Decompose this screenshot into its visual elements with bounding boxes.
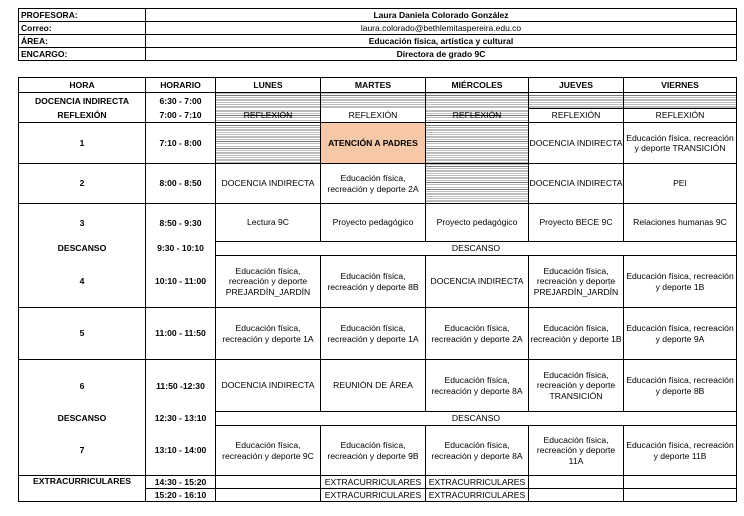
cell-viernes-extra-2	[624, 489, 737, 502]
cell-lunes-1	[216, 123, 321, 164]
cell-jueves-extra-2	[529, 489, 624, 502]
row-2	[19, 164, 737, 204]
horario-1: 7:10 - 8:00	[146, 123, 216, 164]
hora-reflexion: REFLEXIÓN	[19, 109, 146, 123]
miercoles-reflexion-text: REFLEXIÓN	[452, 110, 502, 121]
cell-jueves-7: Educación física, recreación y deporte 11A	[529, 426, 624, 476]
area-value: Educación física, artística y cultural	[146, 35, 737, 48]
hora-5: 5	[19, 308, 146, 360]
cell-lunes-7: Educación física, recreación y deporte 9C	[216, 426, 321, 476]
horario-3: 8:50 - 9:30	[146, 204, 216, 242]
header-row	[19, 78, 737, 93]
row-6	[19, 360, 737, 412]
row-extra-1	[19, 476, 737, 489]
cell-lunes-extra-2	[216, 489, 321, 502]
martes-reflexion-text: REFLEXIÓN	[348, 110, 398, 121]
row-3	[19, 204, 737, 242]
hora-4: 4	[19, 256, 146, 308]
cell-lunes-3: Lectura 9C	[216, 204, 321, 242]
col-header-hora: HORA	[19, 78, 146, 93]
cell-miercoles-4: DOCENCIA INDIRECTA	[426, 256, 529, 308]
cell-jueves-docencia	[529, 93, 624, 109]
profesora-value: Laura Daniela Colorado González	[146, 9, 737, 22]
schedule-table	[18, 77, 737, 502]
correo-value: laura.colorado@bethlemitaspereira.edu.co	[146, 22, 737, 35]
viernes-reflexion-text: REFLEXIÓN	[655, 110, 705, 121]
cell-miercoles-5: Educación física, recreación y deporte 2A	[426, 308, 529, 360]
cell-miercoles-7: Educación física, recreación y deporte 8A	[426, 426, 529, 476]
row-reflexion	[19, 109, 737, 123]
horario-7: 13:10 - 14:00	[146, 426, 216, 476]
col-header-miercoles: MIÉRCOLES	[426, 78, 529, 93]
cell-miercoles-extra-2: EXTRACURRICULARES	[426, 489, 529, 502]
cell-jueves-3: Proyecto BECE 9C	[529, 204, 624, 242]
cell-viernes-5: Educación física, recreación y deporte 9A	[624, 308, 737, 360]
cell-viernes-7: Educación física, recreación y deporte 11B	[624, 426, 737, 476]
cell-viernes-docencia	[624, 93, 737, 109]
jueves-reflexion-text: REFLEXIÓN	[551, 110, 601, 121]
cell-miercoles-3: Proyecto pedagógico	[426, 204, 529, 242]
horario-reflexion: 7:00 - 7:10	[146, 109, 216, 123]
cell-lunes-6: DOCENCIA INDIRECTA	[216, 360, 321, 412]
cell-viernes-1: Educación física, recreación y deporte TRANSICIÓN	[624, 123, 737, 164]
cell-martes-6: REUNIÓN DE ÁREA	[321, 360, 426, 412]
cell-miercoles-docencia	[426, 93, 529, 109]
cell-jueves-reflexion	[529, 109, 624, 123]
cell-martes-5: Educación física, recreación y deporte 1A	[321, 308, 426, 360]
hora-descanso-1: DESCANSO	[19, 242, 146, 256]
horario-6: 11:50 -12:30	[146, 360, 216, 412]
encargo-value: Directora de grado 9C	[146, 48, 737, 61]
cell-martes-docencia	[321, 93, 426, 109]
lunes-reflexion-text: REFLEXIÓN	[243, 110, 293, 121]
cell-miercoles-1	[426, 123, 529, 164]
row-5	[19, 308, 737, 360]
horario-extra-2: 15:20 - 16:10	[146, 489, 216, 502]
cell-martes-1: ATENCIÓN A PADRES	[321, 123, 426, 164]
cell-jueves-5: Educación física, recreación y deporte 1B	[529, 308, 624, 360]
col-header-martes: MARTES	[321, 78, 426, 93]
cell-jueves-4: Educación física, recreación y deporte PREJARDÍN_JARDÍN	[529, 256, 624, 308]
cell-miercoles-reflexion	[426, 109, 529, 123]
cell-martes-7: Educación física, recreación y deporte 9B	[321, 426, 426, 476]
row-1	[19, 123, 737, 164]
cell-viernes-reflexion	[624, 109, 737, 123]
row-descanso-2	[19, 412, 737, 426]
row-4	[19, 256, 737, 308]
col-header-viernes: VIERNES	[624, 78, 737, 93]
hora-docencia: DOCENCIA INDIRECTA	[19, 93, 146, 109]
cell-miercoles-extra-1: EXTRACURRICULARES	[426, 476, 529, 489]
cell-jueves-6: Educación física, recreación y deporte TRANSICIÓN	[529, 360, 624, 412]
col-header-jueves: JUEVES	[529, 78, 624, 93]
correo-label: Correo:	[19, 22, 146, 35]
hora-3: 3	[19, 204, 146, 242]
horario-extra-1: 14:30 - 15:20	[146, 476, 216, 489]
hora-6: 6	[19, 360, 146, 412]
cell-miercoles-6: Educación física, recreación y deporte 8A	[426, 360, 529, 412]
descanso-1-band: DESCANSO	[216, 242, 737, 256]
horario-descanso-2: 12:30 - 13:10	[146, 412, 216, 426]
cell-martes-3: Proyecto pedagógico	[321, 204, 426, 242]
cell-viernes-4: Educación física, recreación y deporte 1B	[624, 256, 737, 308]
row-descanso-1	[19, 242, 737, 256]
horario-docencia: 6:30 - 7:00	[146, 93, 216, 109]
cell-martes-extra-2: EXTRACURRICULARES	[321, 489, 426, 502]
cell-jueves-extra-1	[529, 476, 624, 489]
cell-viernes-3: Relaciones humanas 9C	[624, 204, 737, 242]
area-label: ÁREA:	[19, 35, 146, 48]
cell-lunes-5: Educación física, recreación y deporte 1A	[216, 308, 321, 360]
profesora-label: PROFESORA:	[19, 9, 146, 22]
col-header-horario: HORARIO	[146, 78, 216, 93]
cell-martes-2: Educación física, recreación y deporte 2A	[321, 164, 426, 204]
encargo-label: ENCARGO:	[19, 48, 146, 61]
teacher-info-table	[18, 8, 737, 61]
cell-viernes-6: Educación física, recreación y deporte 8B	[624, 360, 737, 412]
horario-descanso-1: 9:30 - 10:10	[146, 242, 216, 256]
hora-extra: EXTRACURRICULARES	[19, 476, 146, 502]
cell-martes-extra-1: EXTRACURRICULARES	[321, 476, 426, 489]
cell-jueves-2: DOCENCIA INDIRECTA	[529, 164, 624, 204]
hora-descanso-2: DESCANSO	[19, 412, 146, 426]
horario-2: 8:00 - 8:50	[146, 164, 216, 204]
cell-martes-reflexion	[321, 109, 426, 123]
hora-7: 7	[19, 426, 146, 476]
cell-jueves-1: DOCENCIA INDIRECTA	[529, 123, 624, 164]
horario-5: 11:00 - 11:50	[146, 308, 216, 360]
cell-lunes-4: Educación física, recreación y deporte PREJARDÍN_JARDÍN	[216, 256, 321, 308]
cell-miercoles-2	[426, 164, 529, 204]
cell-viernes-2: PEI	[624, 164, 737, 204]
hora-2: 2	[19, 164, 146, 204]
cell-lunes-docencia	[216, 93, 321, 109]
row-docencia	[19, 93, 737, 109]
cell-lunes-extra-1	[216, 476, 321, 489]
cell-martes-4: Educación física, recreación y deporte 8B	[321, 256, 426, 308]
row-7	[19, 426, 737, 476]
horario-4: 10:10 - 11:00	[146, 256, 216, 308]
col-header-lunes: LUNES	[216, 78, 321, 93]
cell-viernes-extra-1	[624, 476, 737, 489]
hora-1: 1	[19, 123, 146, 164]
cell-lunes-reflexion	[216, 109, 321, 123]
cell-lunes-2: DOCENCIA INDIRECTA	[216, 164, 321, 204]
descanso-2-band: DESCANSO	[216, 412, 737, 426]
